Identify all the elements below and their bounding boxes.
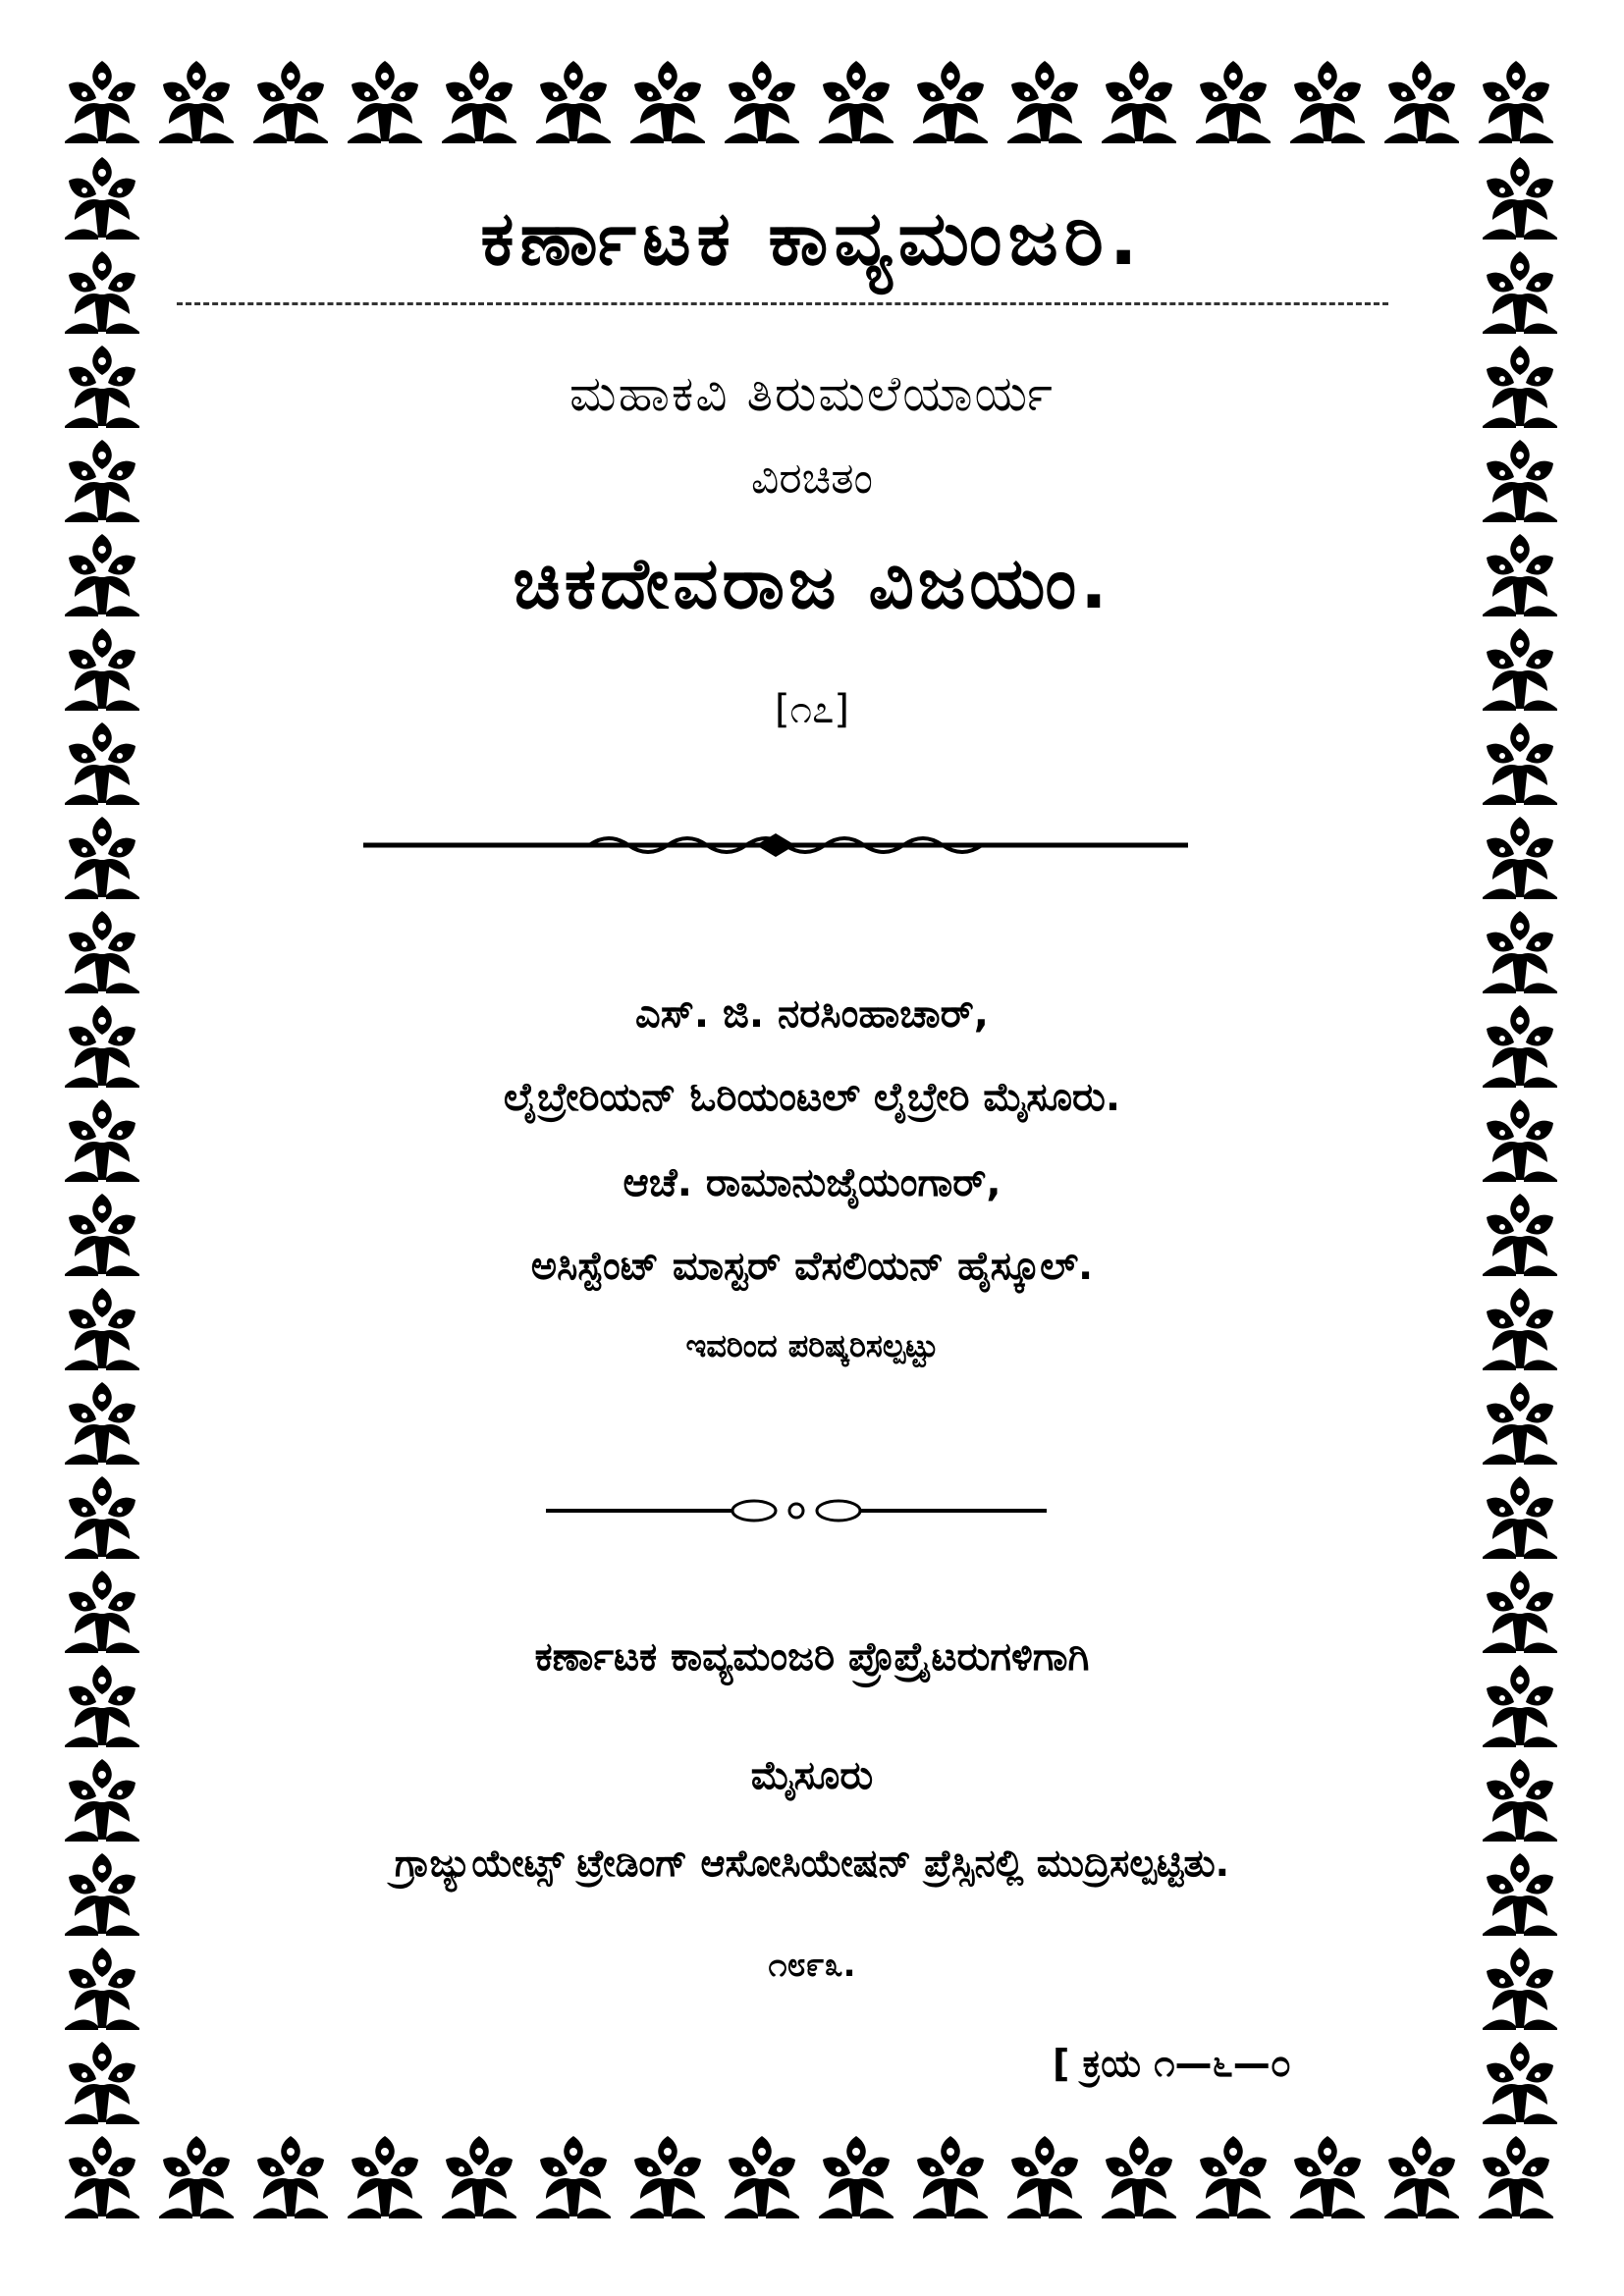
- title-page-content: [157, 157, 1467, 2125]
- ornamental-border-top: [55, 55, 1563, 151]
- flower-ornament-icon: [55, 1942, 149, 2036]
- flower-ornament-icon: [1473, 1470, 1567, 1565]
- ornamental-divider: [363, 830, 1188, 860]
- flower-ornament-icon: [55, 528, 149, 622]
- flower-ornament-icon: [1473, 1942, 1567, 2036]
- flower-ornament-icon: [1473, 245, 1567, 340]
- flower-ornament-icon: [1092, 55, 1186, 149]
- flower-ornament-icon: [149, 2130, 244, 2224]
- author-line: ಮಹಾಕವಿ ತಿರುಮಲೆಯಾರ್ಯ: [569, 365, 1055, 422]
- center-divider: [546, 1494, 1047, 1527]
- series-title: ಕರ್ಣಾಟಕ ಕಾವ್ಯಮಂಜರಿ.: [480, 194, 1144, 282]
- flower-ornament-icon: [1473, 811, 1567, 905]
- flower-ornament-icon: [1092, 2130, 1186, 2224]
- publication-city: ಮೈಸೂರು: [750, 1753, 874, 1798]
- flower-ornament-icon: [1473, 2036, 1567, 2130]
- flower-ornament-icon: [55, 811, 149, 905]
- work-title: ಚಿಕದೇವರಾಜ ವಿಜಯಂ.: [513, 542, 1111, 624]
- flower-ornament-icon: [1473, 434, 1567, 528]
- flower-ornament-icon: [1473, 1376, 1567, 1470]
- flower-ornament-icon: [1375, 2130, 1469, 2224]
- flower-ornament-icon: [1473, 151, 1567, 245]
- flower-ornament-icon: [715, 55, 809, 149]
- flower-ornament-icon: [55, 999, 149, 1094]
- printer-line: ಗ್ರಾಜ್ಯುಯೇಟ್ಸ್ ಟ್ರೇಡಿಂಗ್ ಆಸೋಸಿಯೇಷನ್ ಪ್ರೆಸ್ಸಿನಲ್ಲಿ ಮುದ್ರಿಸಲ್ಪಟ್ಟಿತು.: [394, 1842, 1230, 1885]
- editor-two-name: ಆಚೆ. ರಾಮಾನುಜೈಯಂಗಾರ್,: [623, 1160, 1001, 1205]
- flower-ornament-icon: [432, 55, 526, 149]
- flower-ornament-icon: [1473, 528, 1567, 622]
- ornamental-border-bottom: [55, 2130, 1563, 2226]
- flower-ornament-icon: [1186, 2130, 1280, 2224]
- flower-ornament-icon: [1473, 1847, 1567, 1942]
- flower-ornament-icon: [1473, 340, 1567, 434]
- flower-ornament-icon: [55, 1188, 149, 1282]
- flower-ornament-icon: [1473, 1282, 1567, 1376]
- flower-ornament-icon: [55, 434, 149, 528]
- price-note: [ ಕ್ರಯ ೧—೬—೦: [1053, 2042, 1292, 2085]
- flower-ornament-icon: [1469, 2130, 1563, 2224]
- flower-ornament-icon: [1186, 55, 1280, 149]
- flower-ornament-icon: [55, 55, 149, 149]
- volume-number: [೧೭]: [774, 687, 849, 732]
- flower-ornament-icon: [998, 2130, 1092, 2224]
- flower-ornament-icon: [55, 622, 149, 717]
- flower-ornament-icon: [1473, 1753, 1567, 1847]
- flower-ornament-icon: [338, 2130, 432, 2224]
- flower-ornament-icon: [244, 55, 338, 149]
- flower-ornament-icon: [903, 2130, 998, 2224]
- flower-ornament-icon: [55, 1094, 149, 1188]
- flower-ornament-icon: [621, 55, 715, 149]
- flower-ornament-icon: [1473, 717, 1567, 811]
- flower-ornament-icon: [55, 151, 149, 245]
- composed-by-line: ವಿರಚಿತಂ: [750, 454, 874, 504]
- flower-ornament-icon: [55, 2130, 149, 2224]
- publication-year: ೧೮೯೩.: [768, 1946, 856, 1985]
- flower-ornament-icon: [55, 1376, 149, 1470]
- flower-ornament-icon: [55, 2036, 149, 2130]
- ornamental-border-left: [55, 151, 151, 2130]
- flower-ornament-icon: [55, 1847, 149, 1942]
- flower-ornament-icon: [526, 2130, 621, 2224]
- flower-ornament-icon: [1473, 1094, 1567, 1188]
- flower-ornament-icon: [526, 55, 621, 149]
- flower-ornament-icon: [1473, 1565, 1567, 1659]
- flower-ornament-icon: [903, 55, 998, 149]
- flower-ornament-icon: [1473, 622, 1567, 717]
- flower-ornament-icon: [55, 905, 149, 999]
- flower-ornament-icon: [1469, 55, 1563, 149]
- flower-ornament-icon: [1473, 1188, 1567, 1282]
- editor-one-name: ಎಸ್. ಜಿ. ನರಸಿಂಹಾಚಾರ್,: [635, 991, 989, 1037]
- flower-ornament-icon: [1473, 1659, 1567, 1753]
- flower-ornament-icon: [55, 245, 149, 340]
- publisher-line: ಕರ್ಣಾಟಕ ಕಾವ್ಯಮಂಜರಿ ಪ್ರೊಪ್ರೈಟರುಗಳಿಗಾಗಿ: [534, 1634, 1090, 1680]
- edited-by-line: ಇವರಿಂದ ಪರಿಷ್ಕರಿಸಲ್ಪಟ್ಟು: [685, 1327, 939, 1364]
- flower-ornament-icon: [55, 1565, 149, 1659]
- flower-ornament-icon: [998, 55, 1092, 149]
- flower-ornament-icon: [55, 340, 149, 434]
- flower-ornament-icon: [55, 1470, 149, 1565]
- flower-ornament-icon: [715, 2130, 809, 2224]
- flower-ornament-icon: [55, 1282, 149, 1376]
- flower-ornament-icon: [1473, 999, 1567, 1094]
- flower-ornament-icon: [432, 2130, 526, 2224]
- editor-one-role: ಲೈಬ್ರೇರಿಯನ್ ಓರಿಯಂಟಲ್ ಲೈಬ್ರೇರಿ ಮೈಸೂರು.: [503, 1075, 1121, 1120]
- flower-ornament-icon: [149, 55, 244, 149]
- flower-ornament-icon: [1280, 2130, 1375, 2224]
- flower-ornament-icon: [338, 55, 432, 149]
- flower-ornament-icon: [809, 2130, 903, 2224]
- dashed-divider: [177, 302, 1388, 305]
- flower-ornament-icon: [55, 1753, 149, 1847]
- editor-two-role: ಅಸಿಸ್ಟೆಂಟ್ ಮಾಸ್ಟರ್ ವೆಸಲಿಯನ್ ಹೈಸ್ಕೂಲ್.: [530, 1244, 1094, 1289]
- flower-ornament-icon: [244, 2130, 338, 2224]
- flower-ornament-icon: [1280, 55, 1375, 149]
- flower-ornament-icon: [621, 2130, 715, 2224]
- ornamental-border-right: [1473, 151, 1569, 2130]
- flower-ornament-icon: [1473, 905, 1567, 999]
- flower-ornament-icon: [55, 717, 149, 811]
- flower-ornament-icon: [809, 55, 903, 149]
- flower-ornament-icon: [1375, 55, 1469, 149]
- flower-ornament-icon: [55, 1659, 149, 1753]
